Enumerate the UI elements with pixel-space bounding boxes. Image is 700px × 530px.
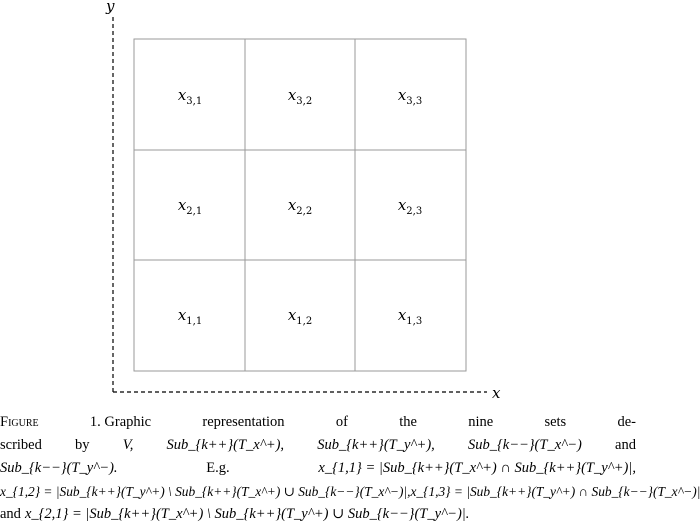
figure-caption [0, 411, 700, 526]
caption-math: Sub_{k++}(T_y^+), [317, 437, 435, 453]
cell-label: $x_{1,3}$ [397, 306, 423, 327]
caption-word: of [335, 414, 348, 430]
caption-word: representation [202, 414, 285, 430]
cell-label: $x_{1,1}$ [177, 306, 203, 327]
caption-word: sets [544, 414, 567, 430]
caption-word: 1. Graphic [89, 414, 152, 430]
caption-word: and [615, 437, 636, 453]
caption-word: E.g. [206, 460, 230, 476]
cell-label: $x_{2,3}$ [397, 196, 423, 217]
caption-word: and [0, 506, 21, 522]
caption-math: x_{1,3} = |Sub_{k++}(T_y^+) ∩ Sub_{k−−}(T_x^−)| [410, 484, 700, 499]
caption-math: V, [122, 437, 134, 453]
caption-word: de- [617, 414, 636, 430]
cell-label: $x_{3,1}$ [177, 86, 203, 107]
caption-math: x_{1,2} = |Sub_{k++}(T_y^+) \ Sub_{k++}(T_x^+) ∪ Sub_{k−−}(T_x^−)|, [0, 484, 411, 499]
cell-label: $x_{2,1}$ [177, 196, 203, 217]
caption-math: x_{1,1} = |Sub_{k++}(T_x^+) ∩ Sub_{k++}(T_y^+)|, [318, 460, 636, 476]
caption-math: Sub_{k++}(T_x^+), [166, 437, 285, 453]
caption-line-3 [0, 457, 636, 480]
cell-labels [178, 86, 422, 327]
y-axis-label: y [106, 0, 115, 15]
cell-label: $x_{2,2}$ [287, 196, 313, 217]
cell-label: $x_{1,2}$ [287, 306, 313, 327]
caption-line-5 [0, 503, 636, 526]
cell-label: $x_{3,3}$ [397, 86, 423, 107]
caption-word: Figure [0, 414, 39, 430]
caption-line-1 [0, 411, 636, 434]
x-axis-label: x [492, 384, 501, 402]
caption-line-2 [0, 434, 636, 457]
caption-word: by [75, 437, 90, 453]
caption-math: Sub_{k−−}(T_x^−) [467, 437, 582, 453]
caption-line-4 [0, 480, 700, 503]
cell-label: $x_{3,2}$ [287, 86, 313, 107]
caption-math: x_{2,1} = |Sub_{k++}(T_x^+) \ Sub_{k++}(T_y^+) ∪ Sub_{k−−}(T_y^−)|. [24, 506, 470, 522]
caption-math: Sub_{k−−}(T_y^−). [0, 460, 118, 476]
caption-word: nine [468, 414, 494, 430]
caption-word: scribed [0, 437, 42, 453]
caption-word: the [399, 414, 417, 430]
